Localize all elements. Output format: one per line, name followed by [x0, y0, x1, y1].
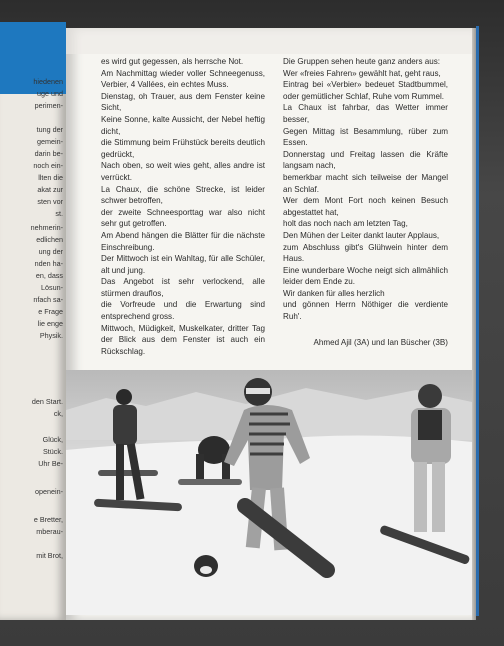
article-column-1 [101, 56, 265, 357]
left-page-line: nfach sa- [33, 295, 63, 304]
left-page-line: perimen- [34, 101, 63, 110]
column1-line: Das Angebot ist sehr verlockend, alle stürmen drauflos, [101, 277, 265, 298]
column1-line: Der Mittwoch ist ein Wahltag, für alle Schüler, alt und jung. [101, 254, 265, 275]
left-page [0, 22, 66, 620]
column2-line: Eine wunderbare Woche neigt sich allmählich leider dem Ende zu. [283, 265, 448, 287]
left-page-line: en, dass [35, 271, 63, 280]
left-page-line: gemein- [37, 137, 63, 146]
header-band [66, 28, 472, 54]
left-page-line: mberau- [36, 527, 63, 536]
column2-line: Wir danken für alles herzlich [283, 288, 385, 298]
left-page-line: akat zur [37, 185, 63, 194]
column1-line: Mittwoch, Müdigkeit, Muskelkater, dritter Tag der Blick aus dem Fenster ist auch ein Rückschlag. [101, 323, 265, 356]
snowboarders-photo [66, 370, 472, 615]
left-page-line: den Start. [31, 397, 63, 406]
left-page-line: hiedenen [33, 77, 63, 86]
column2-line: und gönnen Herrn Nöthiger die verdiente Ruh'. [283, 300, 448, 322]
left-page-line: Lösun- [41, 283, 63, 292]
column2-line: Gegen Mittag ist Besammlung, rüber zum Essen. [283, 126, 448, 148]
left-page-line: Uhr Be- [38, 459, 63, 468]
column1-line: die Vorfreude und die Erwartung sind entsprechend gross. [101, 300, 265, 322]
column1-line: Dienstag, oh Trauer, aus dem Fenster keine Sicht, [101, 91, 265, 113]
article-column-2 [283, 56, 448, 348]
helmet-goggle [200, 566, 212, 574]
author-credit: Ahmed Ajil (3A) und Ian Büscher (3B) [313, 337, 448, 347]
column2-line: zum Abschluss gibt's Glühwein hinter dem Haus. [283, 242, 448, 264]
snowboard [98, 470, 158, 476]
column2-line: Wer «freies Fahren» gewählt hat, geht raus, [283, 68, 441, 78]
left-page-line: uge und [37, 89, 63, 98]
column2-line: holt das noch nach am letzten Tag, [283, 219, 408, 229]
column1-line: Keine Sonne, kalte Aussicht, der Nebel heftig dicht, [101, 114, 265, 136]
left-page-line: nehmerin- [30, 223, 63, 232]
column1-line: La Chaux, die schöne Strecke, ist leider schwer betroffen, [101, 184, 265, 206]
left-page-line: openein- [35, 487, 63, 496]
left-page-line: darin be- [34, 149, 63, 158]
left-page-line: e Frage [38, 307, 63, 316]
next-page-edge [476, 26, 479, 616]
left-page-line: edlichen [36, 235, 63, 244]
left-page-line: Stück. [43, 447, 63, 456]
column1-line: es wird gut gegessen, als herrsche Not. [101, 57, 244, 66]
column2-line: Den Mühen der Leiter dankt lauter Applaus, [283, 230, 440, 240]
left-page-line: mit Brot, [36, 551, 63, 560]
photo-illustration [66, 370, 472, 615]
column2-line: Die Gruppen sehen heute ganz anders aus: [283, 57, 441, 66]
column1-line: Am Nachmittag wieder voller Schneegenuss, Verbier, 4 Vallées, ein echtes Muss. [101, 68, 265, 90]
left-page-line: ung der [38, 247, 63, 256]
column2-line: Wer dem Mont Fort noch keinen Besuch abgestattet hat, [283, 196, 448, 217]
column1-line: der zweite Schneesporttag war also nicht sehr gut getroffen. [101, 207, 265, 229]
left-page-line: llten die [38, 173, 63, 182]
column1-line: die Stimmung beim Frühstück bereits deutlich gedrückt, [101, 138, 265, 159]
column1-line: Am Abend hängen die Blätter für die nächste Einschreibung. [101, 230, 265, 252]
left-page-line: e Bretter, [33, 515, 63, 524]
left-page-line: sten vor [37, 197, 63, 206]
left-page-line: nden ha- [34, 259, 63, 268]
left-page-line: st. [55, 209, 63, 218]
left-page-line: Glück, [42, 435, 63, 444]
column2-line: La Chaux ist fahrbar, das Wetter immer besser, [283, 103, 448, 124]
column2-line: bemerkbar macht sich teilweise der Mangel an Schlaf. [283, 172, 448, 194]
left-page-line: lie enge [37, 319, 63, 328]
left-page-line: noch ein- [33, 161, 63, 170]
left-page-line: Physik. [39, 331, 63, 340]
column2-line: Donnerstag und Freitag lassen die Kräfte langsam nach, [283, 149, 448, 171]
column2-line: Eintrag bei «Verbier» bedeuet Stadtbummel, oder gemütlicher Schlaf, Ruhe vom Rummel. [283, 80, 448, 101]
column1-line: Nach oben, so weit wies geht, alles andre ist verrückt. [101, 161, 265, 182]
left-page-line: ck, [53, 409, 63, 418]
left-page-line: tung der [36, 125, 63, 134]
